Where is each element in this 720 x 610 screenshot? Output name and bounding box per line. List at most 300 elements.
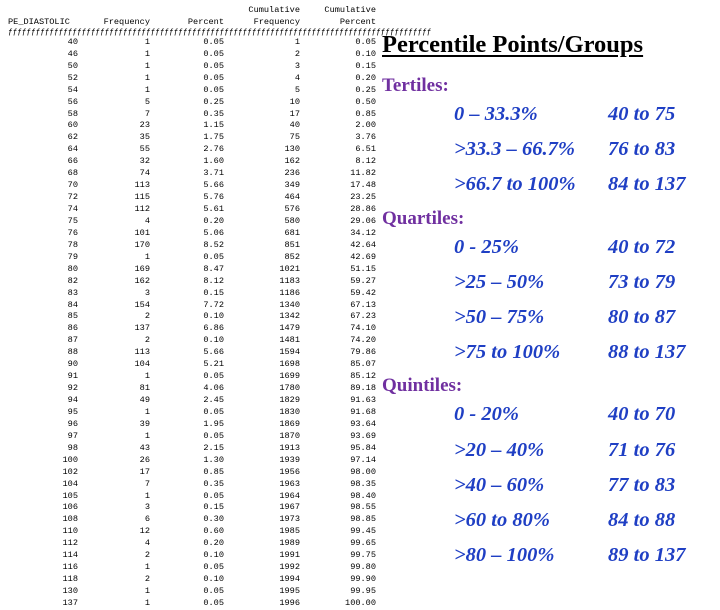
cell-cum-percent: 98.55	[350, 502, 376, 513]
cell-frequency: 81	[139, 383, 150, 394]
group-values: 71 to 76	[608, 438, 676, 461]
cell-cum-percent: 0.50	[355, 96, 376, 107]
cell-frequency: 113	[134, 347, 150, 358]
cell-cum-frequency: 1342	[279, 311, 300, 322]
cell-percent: 0.05	[203, 36, 224, 47]
table-row	[8, 37, 380, 49]
cell-value: 88	[67, 347, 78, 358]
cell-cum-frequency: 1021	[279, 263, 300, 274]
cell-percent: 0.05	[203, 84, 224, 95]
cell-cum-frequency: 580	[284, 215, 300, 226]
cell-value: 116	[62, 562, 78, 573]
cell-cum-frequency: 1186	[279, 287, 300, 298]
cell-value: 87	[67, 335, 78, 346]
cell-cum-percent: 67.13	[350, 299, 376, 310]
cell-cum-percent: 59.42	[350, 287, 376, 298]
group-values: 40 to 70	[608, 403, 676, 426]
table-row	[8, 264, 380, 276]
group-row	[382, 269, 718, 304]
cell-frequency: 55	[139, 144, 150, 155]
cell-percent: 1.75	[203, 132, 224, 143]
table-row	[8, 204, 380, 216]
cell-cum-percent: 6.51	[355, 144, 376, 155]
cell-cum-frequency: 681	[284, 227, 300, 238]
cell-frequency: 113	[134, 180, 150, 191]
cell-value: 80	[67, 263, 78, 274]
cell-frequency: 39	[139, 418, 150, 429]
group-values: 40 to 75	[608, 103, 676, 125]
cell-frequency: 1	[144, 84, 150, 95]
cell-cum-frequency: 40	[289, 120, 300, 131]
table-row	[8, 455, 380, 467]
cell-cum-frequency: 162	[284, 156, 300, 167]
group-values: 73 to 79	[608, 270, 676, 293]
cell-percent: 0.05	[203, 430, 224, 441]
table-row	[8, 216, 380, 228]
table-row	[8, 479, 380, 491]
cell-frequency: 23	[139, 120, 150, 131]
group-range: >75 to 100%	[454, 341, 561, 364]
table-row	[8, 586, 380, 598]
group-row	[382, 472, 718, 507]
cell-frequency: 3	[144, 502, 150, 513]
cell-frequency: 1	[144, 36, 150, 47]
cell-cum-percent: 95.84	[350, 442, 376, 453]
group-range: >50 – 75%	[454, 305, 545, 328]
group-row	[382, 136, 718, 171]
group-range: >60 to 80%	[454, 508, 550, 531]
cell-percent: 0.25	[203, 96, 224, 107]
header-cum-percent-line1: Cumulative	[324, 5, 376, 15]
cell-cum-percent: 93.69	[350, 430, 376, 441]
table-header-row-1	[8, 5, 380, 17]
cell-value: 91	[67, 371, 78, 382]
percentile-groups-panel	[382, 30, 718, 577]
cell-cum-percent: 79.86	[350, 347, 376, 358]
cell-cum-percent: 74.20	[350, 335, 376, 346]
groups-title: Percentile Points/Groups	[382, 31, 644, 58]
cell-cum-frequency: 1995	[279, 586, 300, 596]
cell-cum-frequency: 4	[294, 72, 300, 83]
cell-frequency: 112	[134, 204, 150, 214]
cell-value: 72	[67, 192, 78, 203]
cell-cum-percent: 91.68	[350, 406, 376, 417]
table-row	[8, 562, 380, 574]
cell-cum-frequency: 1870	[279, 430, 300, 441]
cell-cum-frequency: 5	[294, 84, 300, 95]
cell-frequency: 170	[134, 239, 150, 250]
cell-cum-frequency: 1830	[279, 406, 300, 417]
cell-cum-percent: 0.15	[355, 60, 376, 71]
group-range: >20 – 40%	[454, 438, 545, 461]
cell-percent: 0.10	[203, 574, 224, 585]
group-range: >33.3 – 66.7%	[454, 138, 576, 161]
cell-value: 54	[67, 84, 78, 95]
cell-frequency: 2	[144, 311, 150, 322]
cell-frequency: 3	[144, 287, 150, 298]
cell-cum-frequency: 349	[284, 180, 300, 191]
cell-percent: 2.76	[203, 144, 224, 155]
table-row	[8, 538, 380, 550]
cell-cum-percent: 0.20	[355, 72, 376, 83]
cell-cum-frequency: 236	[284, 168, 300, 179]
cell-percent: 1.60	[203, 156, 224, 167]
cell-cum-percent: 85.12	[350, 371, 376, 382]
group-row	[382, 437, 718, 472]
cell-value: 137	[62, 597, 78, 608]
table-row	[8, 514, 380, 526]
cell-percent: 0.05	[203, 597, 224, 608]
cell-cum-percent: 85.07	[350, 359, 376, 370]
group-range: >25 – 50%	[454, 270, 545, 293]
cell-cum-percent: 93.64	[350, 418, 376, 429]
cell-cum-frequency: 1967	[279, 502, 300, 513]
cell-cum-percent: 98.00	[350, 466, 376, 477]
cell-frequency: 2	[144, 550, 150, 561]
cell-value: 52	[67, 72, 78, 83]
header-cum-frequency-line2: Frequency	[253, 16, 300, 27]
cell-percent: 0.60	[203, 526, 224, 537]
cell-value: 130	[62, 586, 78, 596]
cell-cum-frequency: 1869	[279, 418, 300, 429]
table-row	[8, 156, 380, 168]
cell-percent: 1.30	[203, 454, 224, 465]
cell-percent: 1.95	[203, 418, 224, 429]
cell-percent: 0.05	[203, 48, 224, 59]
cell-percent: 0.20	[203, 538, 224, 549]
cell-value: 108	[62, 514, 78, 525]
cell-cum-frequency: 1340	[279, 299, 300, 310]
cell-frequency: 12	[139, 526, 150, 537]
cell-value: 100	[62, 454, 78, 465]
cell-value: 83	[67, 287, 78, 298]
group-row	[382, 171, 718, 206]
group-row	[382, 542, 718, 577]
cell-cum-percent: 0.05	[355, 36, 376, 47]
cell-frequency: 17	[139, 466, 150, 477]
cell-cum-percent: 29.06	[350, 215, 376, 226]
cell-value: 112	[62, 538, 78, 549]
table-row	[8, 49, 380, 61]
cell-cum-percent: 74.10	[350, 323, 376, 334]
cell-frequency: 35	[139, 132, 150, 143]
header-percent: Percent	[187, 16, 224, 27]
table-row	[8, 502, 380, 514]
cell-percent: 4.06	[203, 383, 224, 394]
table-row	[8, 311, 380, 323]
cell-percent: 8.52	[203, 239, 224, 250]
header-cum-percent-line2: Percent	[339, 16, 376, 27]
cell-value: 74	[67, 204, 78, 214]
cell-percent: 1.15	[203, 120, 224, 131]
cell-cum-frequency: 130	[284, 144, 300, 155]
group-values: 89 to 137	[608, 544, 686, 567]
cell-cum-percent: 99.90	[350, 574, 376, 585]
table-row	[8, 419, 380, 431]
cell-percent: 2.15	[203, 442, 224, 453]
cell-percent: 0.05	[203, 586, 224, 596]
cell-percent: 0.15	[203, 287, 224, 298]
cell-frequency: 1	[144, 597, 150, 608]
table-row	[8, 120, 380, 132]
cell-value: 94	[67, 395, 78, 405]
cell-frequency: 1	[144, 430, 150, 441]
cell-frequency: 1	[144, 371, 150, 382]
cell-cum-frequency: 852	[284, 251, 300, 262]
cell-frequency: 1	[144, 406, 150, 417]
table-row	[8, 371, 380, 383]
cell-frequency: 1	[144, 586, 150, 596]
cell-frequency: 26	[139, 454, 150, 465]
table-row	[8, 431, 380, 443]
cell-percent: 0.05	[203, 60, 224, 71]
cell-cum-percent: 2.00	[355, 120, 376, 131]
cell-cum-frequency: 1996	[279, 597, 300, 608]
cell-cum-percent: 67.23	[350, 311, 376, 322]
cell-percent: 5.76	[203, 192, 224, 203]
cell-frequency: 7	[144, 108, 150, 119]
cell-value: 84	[67, 299, 78, 310]
cell-frequency: 49	[139, 395, 150, 405]
group-range: 0 – 33.3%	[454, 103, 538, 125]
table-row	[8, 359, 380, 371]
cell-value: 75	[67, 215, 78, 226]
cell-frequency: 2	[144, 574, 150, 585]
cell-cum-percent: 98.85	[350, 514, 376, 525]
cell-cum-percent: 98.35	[350, 478, 376, 489]
cell-value: 105	[62, 490, 78, 501]
groups-sections	[382, 74, 718, 577]
cell-cum-frequency: 1913	[279, 442, 300, 453]
table-row	[8, 61, 380, 73]
cell-frequency: 1	[144, 490, 150, 501]
cell-cum-percent: 0.85	[355, 108, 376, 119]
cell-value: 64	[67, 144, 78, 155]
table-row	[8, 347, 380, 359]
cell-value: 114	[62, 550, 78, 561]
cell-percent: 0.05	[203, 406, 224, 417]
cell-cum-percent: 99.45	[350, 526, 376, 537]
group-values: 77 to 83	[608, 473, 676, 496]
group-values: 84 to 137	[608, 173, 686, 196]
cell-cum-percent: 89.18	[350, 383, 376, 394]
cell-value: 85	[67, 311, 78, 322]
group-values: 80 to 87	[608, 305, 676, 328]
cell-percent: 0.05	[203, 251, 224, 262]
table-row	[8, 598, 380, 610]
cell-percent: 0.85	[203, 466, 224, 477]
cell-value: 78	[67, 239, 78, 250]
table-row	[8, 144, 380, 156]
table-row	[8, 550, 380, 562]
cell-value: 68	[67, 168, 78, 179]
cell-value: 66	[67, 156, 78, 167]
cell-frequency: 43	[139, 442, 150, 453]
group-values: 84 to 88	[608, 508, 676, 531]
group-row	[382, 401, 718, 436]
cell-cum-frequency: 1699	[279, 371, 300, 382]
cell-frequency: 137	[134, 323, 150, 334]
table-row	[8, 443, 380, 455]
cell-frequency: 1	[144, 251, 150, 262]
cell-frequency: 162	[134, 275, 150, 286]
cell-frequency: 6	[144, 514, 150, 525]
group-values: 76 to 83	[608, 138, 676, 161]
cell-value: 56	[67, 96, 78, 107]
cell-cum-frequency: 3	[294, 60, 300, 71]
cell-cum-percent: 97.14	[350, 454, 376, 465]
header-cum-frequency-line1: Cumulative	[248, 5, 300, 15]
cell-cum-frequency: 1956	[279, 466, 300, 477]
cell-percent: 0.35	[203, 478, 224, 489]
cell-percent: 0.15	[203, 502, 224, 513]
group-row	[382, 507, 718, 542]
cell-frequency: 74	[139, 168, 150, 179]
cell-cum-frequency: 1780	[279, 383, 300, 394]
table-body	[8, 37, 380, 610]
cell-percent: 3.71	[203, 168, 224, 179]
table-row	[8, 395, 380, 407]
header-divider: ƒƒƒƒƒƒƒƒƒƒƒƒƒƒƒƒƒƒƒƒƒƒƒƒƒƒƒƒƒƒƒƒƒƒƒƒƒƒƒƒƒƒƒƒƒƒƒƒƒƒƒƒƒƒƒƒƒƒƒƒƒƒƒƒƒƒƒƒƒƒƒƒƒƒƒƒƒƒƒƒƒƒƒƒƒƒƒƒƒƒƒƒ	[8, 27, 432, 37]
cell-cum-frequency: 1481	[279, 335, 300, 346]
cell-value: 82	[67, 275, 78, 286]
cell-percent: 0.10	[203, 311, 224, 322]
cell-value: 95	[67, 406, 78, 417]
cell-cum-frequency: 1698	[279, 359, 300, 370]
cell-percent: 0.10	[203, 550, 224, 561]
cell-percent: 2.45	[203, 395, 224, 405]
table-row	[8, 491, 380, 503]
cell-cum-percent: 99.65	[350, 538, 376, 549]
table-header-row-2	[8, 17, 380, 29]
cell-frequency: 154	[134, 299, 150, 310]
table-row	[8, 252, 380, 264]
cell-percent: 5.66	[203, 347, 224, 358]
table-row	[8, 335, 380, 347]
header-frequency: Frequency	[103, 16, 150, 27]
cell-cum-frequency: 10	[289, 96, 300, 107]
cell-cum-percent: 23.25	[350, 192, 376, 203]
cell-cum-frequency: 1973	[279, 514, 300, 525]
group-range: 0 - 20%	[454, 403, 519, 426]
cell-frequency: 5	[144, 96, 150, 107]
cell-cum-frequency: 1992	[279, 562, 300, 573]
cell-cum-percent: 99.95	[350, 586, 376, 596]
table-row	[8, 323, 380, 335]
cell-cum-percent: 3.76	[355, 132, 376, 143]
cell-value: 76	[67, 227, 78, 238]
cell-cum-frequency: 1479	[279, 323, 300, 334]
cell-percent: 7.72	[203, 299, 224, 310]
cell-value: 97	[67, 430, 78, 441]
table-row	[8, 73, 380, 85]
cell-percent: 0.10	[203, 335, 224, 346]
cell-cum-frequency: 464	[284, 192, 300, 203]
table-row	[8, 407, 380, 419]
section-heading: Quartiles:	[382, 207, 465, 229]
cell-value: 58	[67, 108, 78, 119]
cell-value: 118	[62, 574, 78, 585]
cell-percent: 0.05	[203, 490, 224, 501]
cell-value: 46	[67, 48, 78, 59]
cell-frequency: 104	[134, 359, 150, 370]
cell-value: 79	[67, 251, 78, 262]
cell-value: 102	[62, 466, 78, 477]
cell-cum-frequency: 1989	[279, 538, 300, 549]
group-range: >66.7 to 100%	[454, 173, 576, 196]
cell-frequency: 1	[144, 48, 150, 59]
table-row	[8, 192, 380, 204]
table-row	[8, 240, 380, 252]
cell-cum-frequency: 2	[294, 48, 300, 59]
cell-value: 62	[67, 132, 78, 143]
cell-cum-frequency: 1991	[279, 550, 300, 561]
cell-percent: 6.86	[203, 323, 224, 334]
cell-cum-frequency: 1939	[279, 454, 300, 465]
group-range: >80 – 100%	[454, 544, 555, 567]
cell-value: 98	[67, 442, 78, 453]
cell-cum-frequency: 1994	[279, 574, 300, 585]
cell-cum-frequency: 1594	[279, 347, 300, 358]
cell-value: 40	[67, 36, 78, 47]
cell-cum-frequency: 75	[289, 132, 300, 143]
cell-value: 86	[67, 323, 78, 334]
cell-cum-percent: 91.63	[350, 395, 376, 405]
group-values: 88 to 137	[608, 341, 686, 364]
cell-value: 110	[62, 526, 78, 537]
table-row	[8, 574, 380, 586]
cell-value: 50	[67, 60, 78, 71]
table-row	[8, 288, 380, 300]
table-row	[8, 168, 380, 180]
group-row	[382, 234, 718, 269]
cell-cum-frequency: 576	[284, 204, 300, 214]
cell-cum-percent: 0.25	[355, 84, 376, 95]
group-row	[382, 101, 718, 136]
cell-cum-percent: 98.40	[350, 490, 376, 501]
group-values: 40 to 72	[608, 235, 676, 258]
cell-cum-frequency: 851	[284, 239, 300, 250]
cell-cum-percent: 17.48	[350, 180, 376, 191]
table-row	[8, 276, 380, 288]
cell-percent: 0.30	[203, 514, 224, 525]
cell-percent: 8.47	[203, 263, 224, 274]
cell-cum-percent: 51.15	[350, 263, 376, 274]
cell-frequency: 1	[144, 562, 150, 573]
table-row	[8, 132, 380, 144]
cell-percent: 0.05	[203, 371, 224, 382]
cell-cum-frequency: 1985	[279, 526, 300, 537]
cell-percent: 5.21	[203, 359, 224, 370]
cell-cum-percent: 11.82	[350, 168, 376, 179]
cell-frequency: 1	[144, 72, 150, 83]
cell-cum-percent: 34.12	[350, 227, 376, 238]
cell-percent: 5.61	[203, 204, 224, 214]
section-heading: Tertiles:	[382, 75, 449, 96]
cell-frequency: 32	[139, 156, 150, 167]
cell-value: 90	[67, 359, 78, 370]
cell-percent: 5.66	[203, 180, 224, 191]
cell-cum-percent: 0.10	[355, 48, 376, 59]
cell-percent: 0.35	[203, 108, 224, 119]
table-row	[8, 228, 380, 240]
header-value: PE_DIASTOLIC	[8, 16, 70, 27]
cell-value: 60	[67, 120, 78, 131]
cell-cum-frequency: 1183	[279, 275, 300, 286]
cell-percent: 0.20	[203, 215, 224, 226]
cell-frequency: 7	[144, 478, 150, 489]
cell-cum-percent: 99.75	[350, 550, 376, 561]
